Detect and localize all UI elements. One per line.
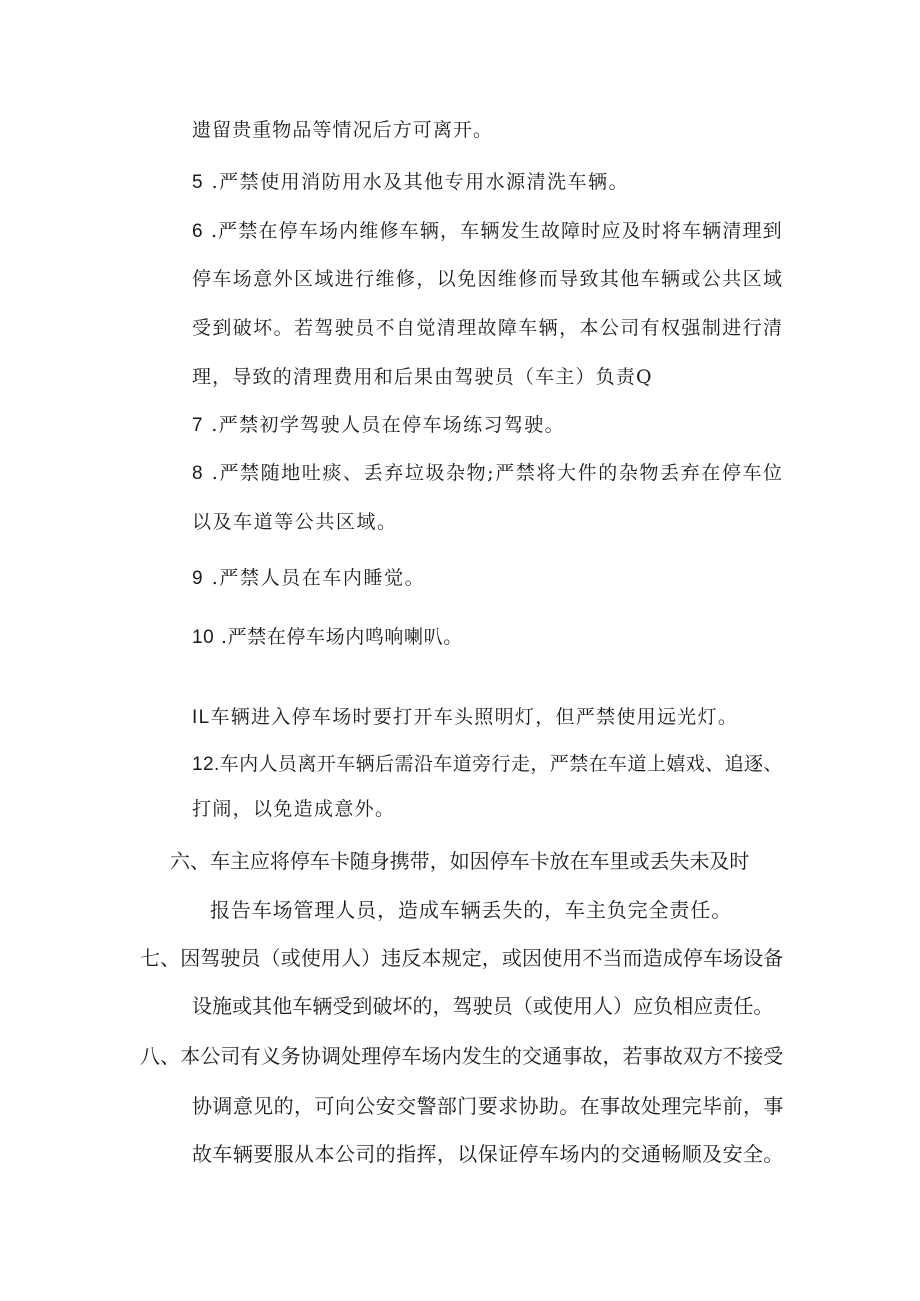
item-number: 7 <box>192 415 204 436</box>
text-line-l02 <box>192 170 629 194</box>
text-line-l09 <box>192 510 398 534</box>
text-line-l18 <box>192 994 773 1018</box>
text-line-l14 <box>192 797 395 821</box>
text-line-l17 <box>140 946 783 970</box>
line-text: .严禁随地吐痰、丢弃垃圾杂物;严禁将大件的杂物丢弃在停车位 <box>204 462 784 484</box>
text-line-l12 <box>192 705 738 729</box>
item-number: 6 <box>192 221 204 242</box>
item-number: IL <box>192 707 211 728</box>
line-text: 故车辆要服从本公司的指挥，以保证停车场内的交通畅顺及安全。 <box>192 1142 784 1166</box>
line-text: 打闹，以免造成意外。 <box>192 798 396 820</box>
text-line-l16 <box>210 898 732 922</box>
line-text: .严禁初学驾驶人员在停车场练习驾驶。 <box>203 414 566 436</box>
text-line-l15 <box>170 849 749 873</box>
item-number: 10 <box>192 627 215 648</box>
line-text: 协调意见的，可向公安交警部门要求协助。在事故处理完毕前，事 <box>192 1094 784 1118</box>
line-text: .严禁在停车场内鸣响喇叭。 <box>214 626 463 648</box>
item-number: 9 <box>192 568 205 589</box>
text-line-l13 <box>192 752 783 776</box>
line-text: 设施或其他车辆受到破坏的，驾驶员（或使用人）应负相应责任。 <box>192 994 774 1018</box>
line-text: .严禁在停车场内维修车辆，车辆发生故障时应及时将车辆清理到 <box>203 220 783 242</box>
text-line-l08 <box>192 461 784 485</box>
line-text: 停车场意外区域进行维修，以免因维修而导致其他车辆或公共区域 <box>192 268 784 290</box>
line-text: 七、因驾驶员（或使用人）违反本规定，或因使用不当而造成停车场设备 <box>140 946 784 970</box>
item-number: 8 <box>192 463 205 484</box>
text-line-l11 <box>192 625 463 649</box>
text-line-l04 <box>192 267 783 291</box>
line-text: 以及车道等公共区域。 <box>192 511 398 533</box>
line-text: 受到破坏。若驾驶员不自觉清理故障车辆，本公司有权强制进行清 <box>192 317 784 339</box>
text-line-l20 <box>192 1094 784 1118</box>
text-line-l06 <box>192 365 653 389</box>
text-line-l05 <box>192 316 783 340</box>
line-text: .严禁使用消防用水及其他专用水源清洗车辆。 <box>204 171 630 193</box>
item-number: 12. <box>192 754 220 775</box>
line-text: .严禁人员在车内睡觉。 <box>204 567 426 589</box>
text-line-l01 <box>192 118 493 142</box>
line-text: 六、车主应将停车卡随身携带，如因停车卡放在车里或丢失未及时 <box>170 849 750 873</box>
item-number: 5 <box>192 172 205 193</box>
line-text: 报告车场管理人员，造成车辆丢失的，车主负完全责任。 <box>210 898 733 922</box>
line-text: 车辆进入停车场时要打开车头照明灯，但严禁使用远光灯。 <box>210 706 739 728</box>
line-text: 车内人员离开车辆后需沿车道旁行走，严禁在车道上嬉戏、追逐、 <box>219 753 783 775</box>
text-line-l03 <box>192 219 783 243</box>
line-text: 遗留贵重物品等情况后方可离开。 <box>192 119 494 141</box>
line-text: 八、本公司有义务协调处理停车场内发生的交通事故，若事故双方不接受 <box>140 1044 784 1068</box>
text-line-l07 <box>192 413 565 437</box>
line-text: 理，导致的清理费用和后果由驾驶员（车主）负责Q <box>192 366 653 388</box>
text-line-l19 <box>140 1044 783 1068</box>
text-line-l21 <box>192 1142 784 1166</box>
text-line-l10 <box>192 566 425 590</box>
